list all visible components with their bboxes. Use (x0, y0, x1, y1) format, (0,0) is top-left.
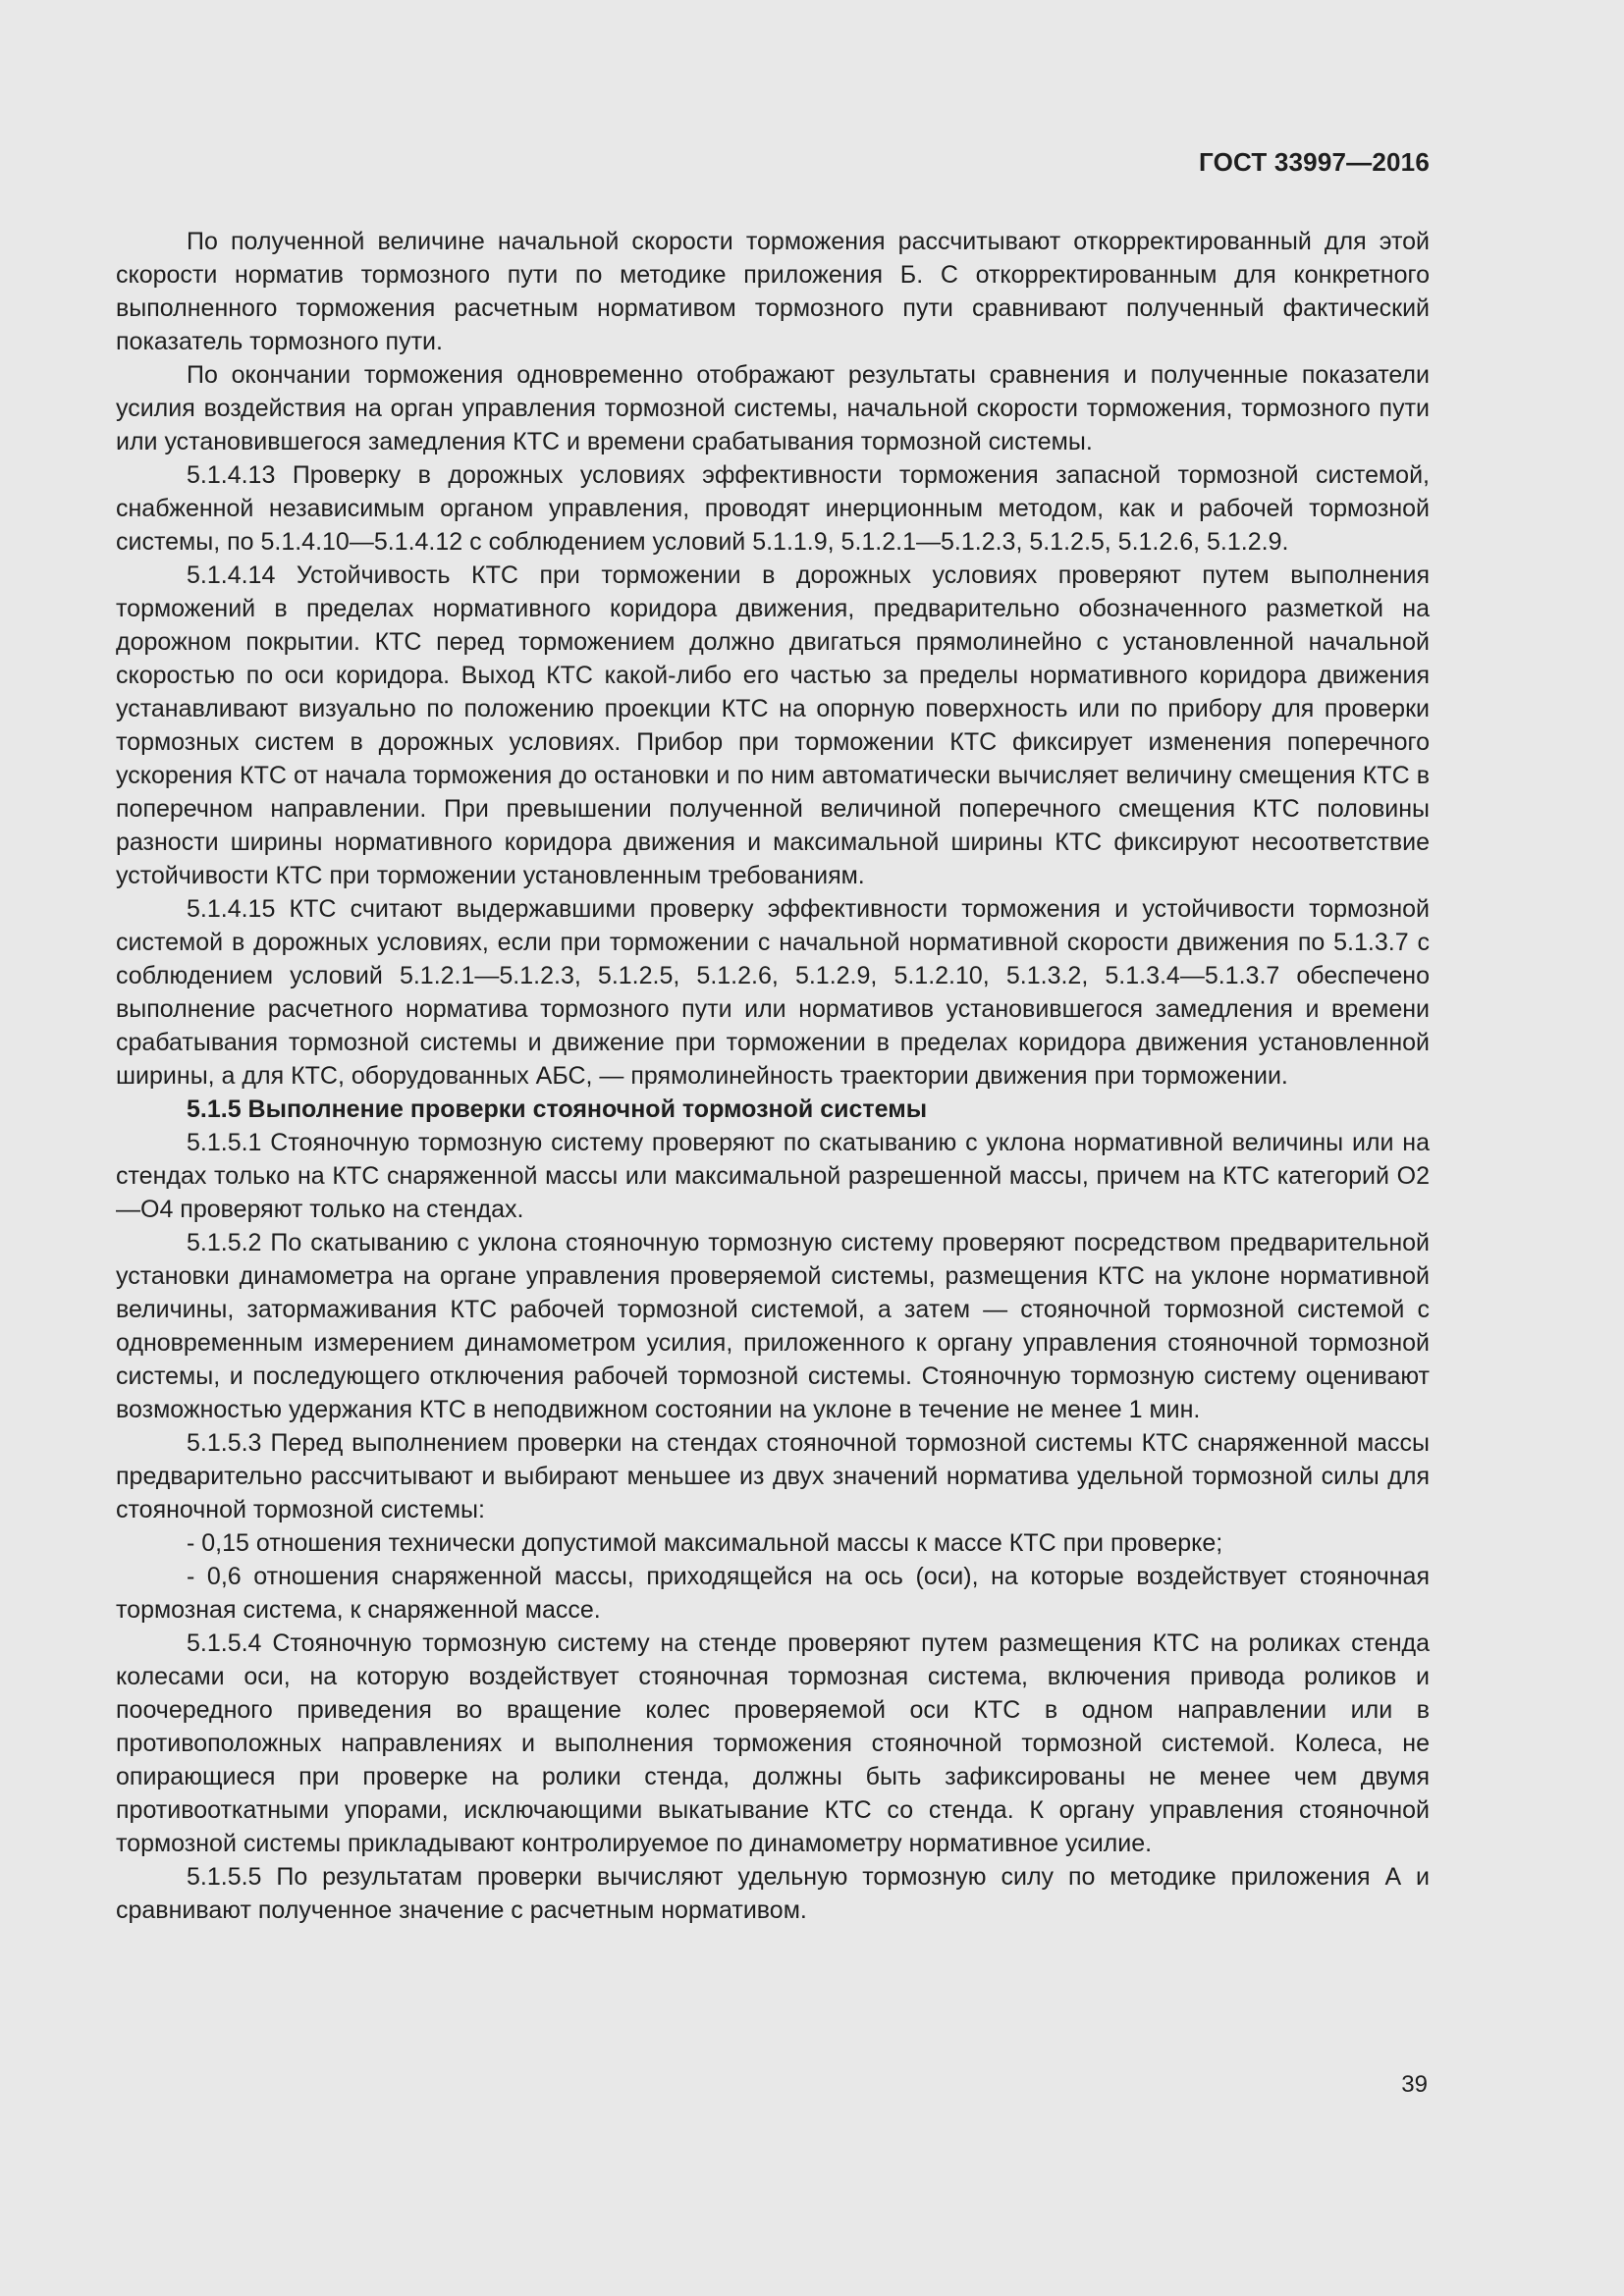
paragraph: По окончании торможения одновременно отображают результаты сравнения и полученные показатели усилия воздействия на орган управления тормозной системы, начальной скорости торможения, тормозного пути или установившегося замедления КТС и времени срабатывания тормозной системы. (116, 361, 1430, 455)
paragraph-5-1-4-13: 5.1.4.13 Проверку в дорожных условиях эффективности торможения запасной тормозной системой, снабженной независимым органом управления, проводят инерционным методом, как и рабочей тормозной системы, по 5.1.4.10—5.1.4.12 с соблюдением условий 5.1.1.9, 5.1.2.1—5.1.2.3, 5.1.2.5, 5.1.2.6, 5.1.2.9. (116, 461, 1430, 556)
paragraph-5-1-5-5: 5.1.5.5 По результатам проверки вычисляют удельную тормозную силу по методике приложения А и сравнивают полученное значение с расчетным нормативом. (116, 1863, 1430, 1924)
body-text (116, 225, 1430, 1927)
paragraph-5-1-5-1: 5.1.5.1 Стояночную тормозную систему проверяют по скатыванию с уклона нормативной величины или на стендах только на КТС снаряженной массы или максимальной разрешенной массы, причем на КТС категорий О2—О4 проверяют только на стендах. (116, 1129, 1430, 1223)
document-id-header: ГОСТ 33997—2016 (1199, 147, 1430, 177)
paragraph-5-1-5-4: 5.1.5.4 Стояночную тормозную систему на стенде проверяют путем размещения КТС на роликах стенда колесами оси, на которую воздействует стояночная тормозная система, включения привода роликов и поочередного приведения во вращение колес проверяемой оси КТС в одном направлении или в противоположных направлениях и выполнения торможения стояночной тормозной системой. Колеса, не опирающиеся при проверке на ролики стенда, должны быть зафиксированы не менее чем двумя противооткатными упорами, исключающими выкатывание КТС со стенда. К органу управления стояночной тормозной системы прикладывают контролируемое по динамометру нормативное усилие. (116, 1629, 1430, 1857)
paragraph: По полученной величине начальной скорости торможения рассчитывают откорректированный для этой скорости норматив тормозного пути по методике приложения Б. С откорректированным для конкретного выполненного торможения расчетным нормативом тормозного пути сравнивают полученный фактический показатель тормозного пути. (116, 228, 1430, 355)
section-heading-5-1-5: 5.1.5 Выполнение проверки стояночной тормозной системы (187, 1095, 928, 1123)
list-item: - 0,15 отношения технически допустимой максимальной массы к массе КТС при проверке; (187, 1529, 1223, 1557)
page-number: 39 (1401, 2071, 1428, 2098)
list-item: - 0,6 отношения снаряженной массы, приходящейся на ось (оси), на которые воздействует стояночная тормозная система, к снаряженной массе. (116, 1563, 1430, 1624)
paragraph-5-1-4-14: 5.1.4.14 Устойчивость КТС при торможении в дорожных условиях проверяют путем выполнения торможений в пределах нормативного коридора движения, предварительно обозначенного разметкой на дорожном покрытии. КТС перед торможением должно двигаться прямолинейно с установленной начальной скоростью по оси коридора. Выход КТС какой-либо его частью за пределы нормативного коридора движения устанавливают визуально по положению проекции КТС на опорную поверхность или по прибору для проверки тормозных систем в дорожных условиях. Прибор при торможении КТС фиксирует изменения поперечного ускорения КТС от начала торможения до остановки и по ним автоматически вычисляет величину смещения КТС в поперечном направлении. При превышении полученной величиной поперечного смещения КТС половины разности ширины нормативного коридора движения и максимальной ширины КТС фиксируют несоответствие устойчивости КТС при торможении установленным требованиям. (116, 561, 1430, 889)
paragraph-5-1-4-15: 5.1.4.15 КТС считают выдержавшими проверку эффективности торможения и устойчивости тормозной системой в дорожных условиях, если при торможении с начальной нормативной скорости движения по 5.1.3.7 с соблюдением условий 5.1.2.1—5.1.2.3, 5.1.2.5, 5.1.2.6, 5.1.2.9, 5.1.2.10, 5.1.3.2, 5.1.3.4—5.1.3.7 обеспечено выполнение расчетного норматива тормозного пути или нормативов установившегося замедления и времени срабатывания тормозной системы и движение при торможении в пределах коридора движения установленной ширины, а для КТС, оборудованных АБС, — прямолинейность траектории движения при торможении. (116, 895, 1430, 1090)
paragraph-5-1-5-3: 5.1.5.3 Перед выполнением проверки на стендах стояночной тормозной системы КТС снаряженной массы предварительно рассчитывают и выбирают меньшее из двух значений норматива удельной тормозной силы для стояночной тормозной системы: (116, 1429, 1430, 1523)
paragraph-5-1-5-2: 5.1.5.2 По скатыванию с уклона стояночную тормозную систему проверяют посредством предварительной установки динамометра на органе управления проверяемой системы, размещения КТС на уклоне нормативной величины, затормаживания КТС рабочей тормозной системой, а затем — стояночной тормозной системой с одновременным измерением динамометром усилия, приложенного к органу управления стояночной тормозной системы, и последующего отключения рабочей тормозной системы. Стояночную тормозную систему оценивают возможностью удержания КТС в неподвижном состоянии на уклоне в течение не менее 1 мин. (116, 1229, 1430, 1423)
